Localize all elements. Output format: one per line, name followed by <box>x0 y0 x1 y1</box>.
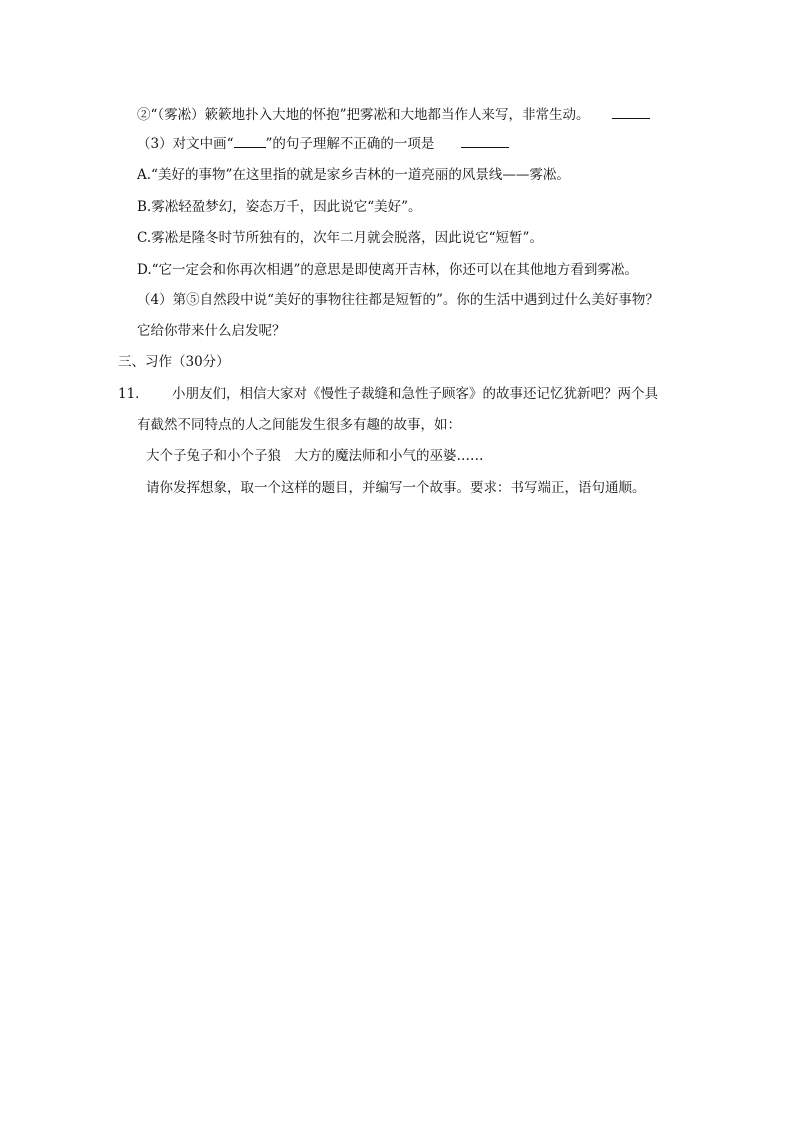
question-11-line-1 <box>118 384 658 404</box>
option-a: A.“美好的事物”在这里指的就是家乡吉林的一道亮丽的风景线——雾凇。 <box>137 167 570 183</box>
question-11-number: 11． <box>118 386 149 402</box>
option-d: D.“它一定会和你再次相遇”的意思是即使离开吉林，你还可以在其他地方看到雾凇。 <box>137 262 638 278</box>
underline-placeholder <box>234 133 266 148</box>
question-10-3-prefix: （3）对文中画“ <box>137 136 234 152</box>
question-10-4-line-2: 它给你带来什么启发呢？ <box>137 323 286 339</box>
question-10-2-text: ②“（雾凇）簌簌地扑入大地的怀抱”把雾凇和大地都当作人来写，非常生动。 <box>137 107 590 123</box>
answer-blank-10-2[interactable] <box>612 104 650 119</box>
question-10-3-suffix: ”的句子理解不正确的一项是 <box>265 136 435 152</box>
answer-blank-10-3[interactable] <box>461 133 509 148</box>
question-10-4-line-1: （4）第⑤自然段中说“美好的事物往往都是短暂的”。你的生活中遇到过什么美好事物？ <box>137 292 659 308</box>
question-11-instructions: 请你发挥想象，取一个这样的题目，并编写一个故事。要求：书写端正，语句通顺。 <box>146 480 646 496</box>
section-3-title: 三、习作（30分） <box>118 354 230 370</box>
question-11-text-1: 小朋友们，相信大家对《慢性子裁缝和急性子顾客》的故事还记忆犹新吧？两个具 <box>172 386 658 402</box>
question-11-examples: 大个子兔子和小个子狼 大方的魔法师和小气的巫婆…… <box>146 448 484 464</box>
option-c: C.雾凇是隆冬时节所独有的，次年二月就会脱落，因此说它“短暂”。 <box>137 230 543 246</box>
option-b: B.雾凇轻盈梦幻，姿态万千，因此说它“美好”。 <box>137 199 422 215</box>
question-11-line-2: 有截然不同特点的人之间能发生很多有趣的故事，如： <box>137 417 461 433</box>
question-10-2 <box>137 104 650 125</box>
question-10-3 <box>137 133 509 154</box>
